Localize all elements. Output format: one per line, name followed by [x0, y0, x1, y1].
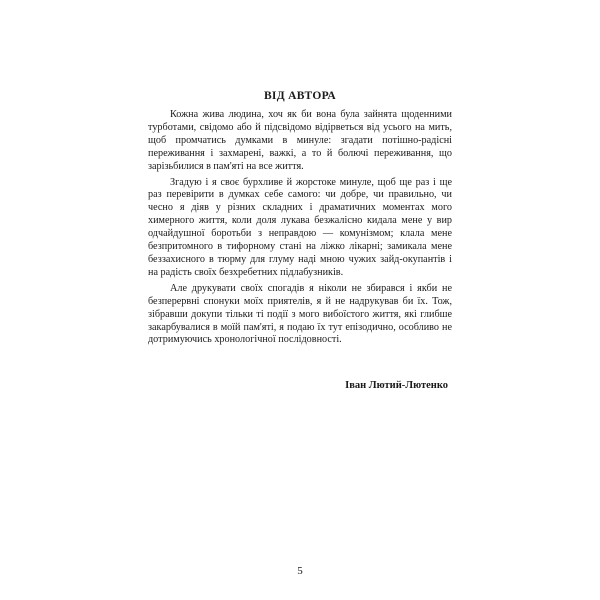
section-heading: ВІД АВТОРА	[263, 90, 337, 102]
paragraph-3: Але друкувати своїх спогадів я ніколи не збирався і якби не безперервні спонуки моїх приятелів, я й не надрукував би їх. Тож, зібравши докупи тільки ті події з мого вибоїстого життя, які глибше закарбувалися в моїй пам'яті, я подаю їх тут епізодично, особливо не дотримуючись хронологічної послідовності.	[148, 282, 452, 346]
paragraph-1: Кожна жива людина, хоч як би вона була зайнята щоденними турботами, свідомо або й підсвідомо відірветься від усього на мить, щоб промчатись думками в минуле: згадати потішно-радісні переживання і захмарені, важкі, а то й болючі переживання, що зарізьбилися в пам'яті на все життя.	[148, 109, 452, 172]
paragraph-2: Згадую і я своє бурхливе й жорстоке минуле, щоб ще раз і ще раз перевірити в думках себе самого: чи добре, чи правильно, чи чесно я діяв у різних складних і драматичних моментах мого химерного життя, коли доля лукава безжалісно кидала мене у вир одчайдушної боротьби з неправдою — комунізмом; клала мене безпритомного в тифорному стані на ліжко лікарні; замикала мене беззахисного в тюрму для глуму наді мною чужих зайд-окупантів і на радість своїх безхребетних підлабузників.	[148, 176, 452, 278]
page-number: 5	[297, 565, 303, 577]
author-signature: Іван Лютий-Лютенко	[345, 380, 448, 391]
preface-text	[148, 109, 452, 350]
